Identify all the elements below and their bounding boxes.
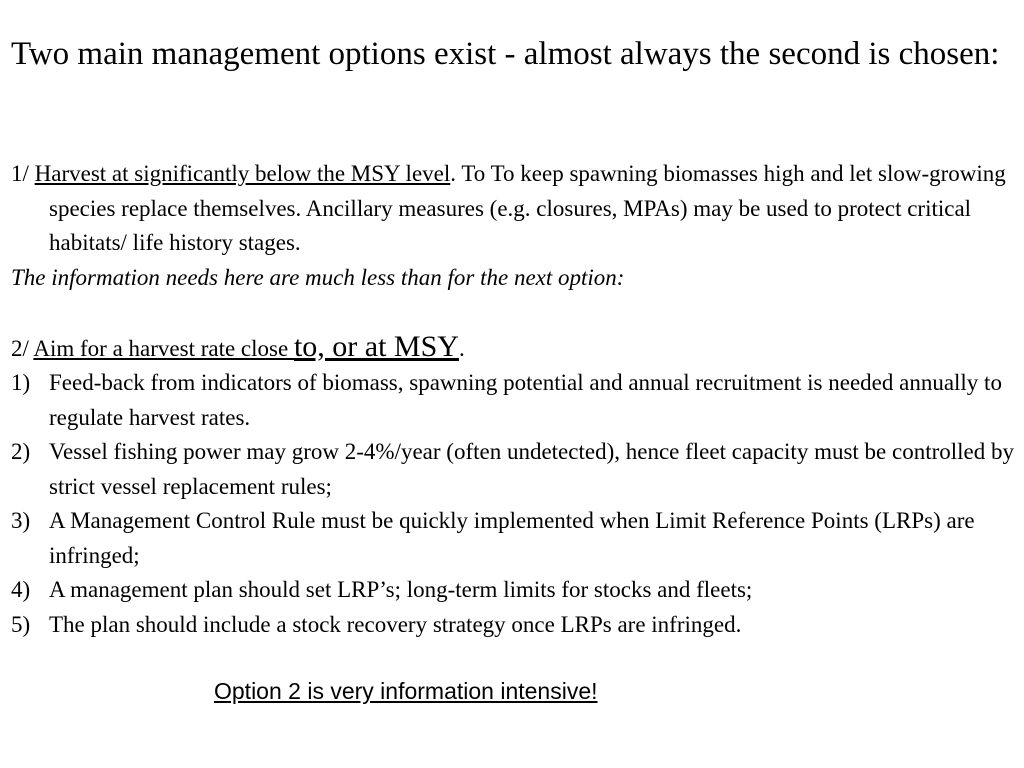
list-item-number: 5) [11,611,31,637]
list-item [11,573,1016,608]
list-item [11,608,1016,643]
slide-body [11,157,1016,642]
option-1-note: The information needs here are much less than for the next option: [11,264,625,290]
list-item-text: The plan should include a stock recovery strategy once LRPs are infringed. [49,611,742,637]
list-item-number: 1) [11,370,31,395]
option-2-title-small: Aim for a harvest rate close [33,335,294,361]
list-item-number: 4) [11,577,31,602]
option-1-paragraph [11,157,1016,261]
list-item-number: 3) [11,508,31,533]
list-item [11,435,1016,504]
option-1-title: Harvest at significantly below the MSY level [34,161,451,186]
list-item [11,504,1016,573]
list-item-text: A Management Control Rule must be quickly implemented when Limit Reference Points (LRPs) are infringed; [49,508,975,568]
list-item-text: Feed-back from indicators of biomass, spawning potential and annual recruitment is needed annually to regulate harvest rates. [49,370,1002,430]
option-1-prefix: 1/ [11,161,35,186]
option-2-heading [11,330,1016,367]
footer-callout: Option 2 is very information intensive! [214,678,598,704]
option-2-prefix: 2/ [11,335,34,361]
option-2-title-large: to, or at MSY [293,329,459,363]
list-item-text: A management plan should set LRP’s; long-term limits for stocks and fleets; [49,577,753,602]
list-item [11,366,1016,435]
list-item-number: 2) [11,439,31,464]
spacer [11,295,1016,330]
option-2-list [11,366,1016,642]
option-1-text: . To To keep spawning biomasses high and let slow-growing species replace themselves. Ancillary measures (e.g. closures, MPAs) may be used to protect critical habitats/ life history stages. [49,161,1006,255]
slide-title: Two main management options exist - almost always the second is chosen: [11,36,1000,72]
option-2-suffix: . [458,335,465,361]
list-item-text: Vessel fishing power may grow 2-4%/year (often undetected), hence fleet capacity must be controlled by strict vessel replacement rules; [49,439,1015,499]
